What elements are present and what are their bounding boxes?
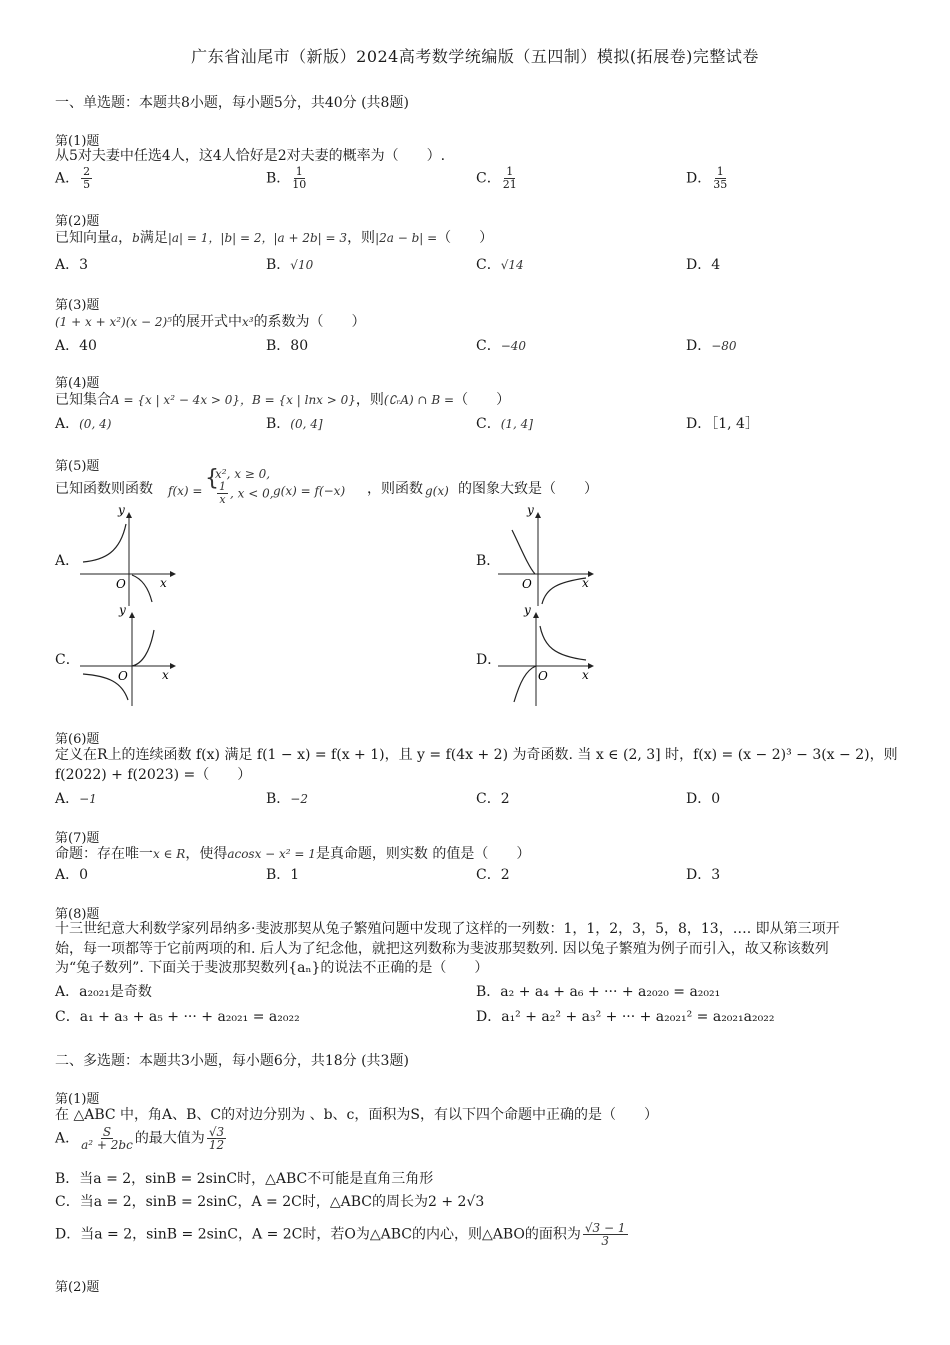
q5-option-c-label[interactable]: C． [55,652,80,668]
question-8-stem-line-3: 为“兔子数列”. 下面关于斐波那契数列{aₙ}的说法不正确的是（ ） [55,960,489,976]
q5-a-origin-label: O [116,577,126,591]
q1-option-b-fraction: $\frac{1}{10}$ [292,165,307,191]
section-multiple-choice-heading: 二、多选题：本题共3小题，每小题6分，共18分 (共3题) [55,1053,409,1069]
q4-option-d[interactable]: D．［1, 4］ [686,416,759,432]
q1-option-b[interactable]: B． $\frac{1}{10}$ [266,165,307,191]
q8-option-a[interactable]: A．a₂₀₂₁是奇数 [55,984,152,1000]
q5-option-a-graph[interactable] [80,503,180,611]
q4-option-c[interactable]: C．(1, 4] [476,416,533,432]
q5-graph-d-svg [498,603,598,707]
q1-option-c[interactable]: C． $\frac{1}{21}$ [476,165,517,191]
q5-option-d-label[interactable]: D． [476,652,502,668]
question-6-number: 第(6)题 [55,732,100,747]
q8-option-c[interactable]: C．a₁ + a₃ + a₅ + ··· + a₂₀₂₁ = a₂₀₂₂ [55,1009,300,1025]
q5-d-left-curve [514,666,536,702]
q7-option-a[interactable]: A．0 [55,867,89,883]
q5-a-x-label: x [160,576,167,590]
question-3-stem: (1 + x + x²)(x − 2)⁵的展开式中x³的系数为（ ） [55,314,366,330]
question-8-stem-line-1: 十三世纪意大利数学家列昂纳多·斐波那契从兔子繁殖问题中发现了这样的一列数：1，1，2，3，5，8，13，…. 即从第三项开 [55,921,840,937]
question-4-stem: 已知集合A = {x | x² − 4x > 0}，B = {x | lnx > 0}，则(∁ᵣA) ∩ B =（ ） [55,392,511,408]
q1-option-a[interactable]: A． $\frac{2}{5}$ [55,165,91,191]
exam-title: 广东省汕尾市（新版）2024高考数学统编版（五四制）模拟(拓展卷)完整试卷 [191,47,759,66]
q5-b-left-curve [512,530,535,574]
m1-option-c[interactable]: C．当a = 2，sinB = 2sinC，A = 2C时，△ABC的周长为2 + 2√3 [55,1194,485,1210]
q5-d-origin-label: O [538,669,548,683]
q1-option-d-fraction: $\frac{1}{35}$ [713,165,728,191]
q4-option-a[interactable]: A．(0, 4) [55,416,112,432]
question-8-stem-line-2: 始，每一项都等于它前两项的和. 后人为了纪念他，就把这列数称为斐波那契数列. 因以兔子繁殖为例子而引入，故又称该数列 [55,941,829,957]
multi-question-2-number: 第(2)题 [55,1280,100,1295]
question-6-stem-line-2: f(2022) + f(2023) =（ ） [55,767,252,783]
question-8-number: 第(8)题 [55,907,100,922]
q3-option-c[interactable]: C．−40 [476,338,527,354]
q5-a-right-curve [132,575,152,602]
question-6-stem-line-1: 定义在R上的连续函数 f(x) 满足 f(1 − x) = f(x + 1)，且 y = f(4x + 2) 为奇函数. 当 x ∈ (2, 3] 时，f(x) = (x − 2)³ − 3(x − 2)，则 [55,747,898,763]
q1-option-d[interactable]: D． $\frac{1}{35}$ [686,165,728,191]
m1-option-b[interactable]: B．当a = 2，sinB = 2sinC时，△ABC不可能是直角三角形 [55,1171,434,1187]
q5-graph-a-svg [80,503,180,607]
q5-d-y-label: y [524,603,531,617]
q8-option-d[interactable]: D．a₁² + a₂² + a₃² + ··· + a₂₀₂₁² = a₂₀₂₁a₂₀₂₂ [476,1009,775,1025]
q2-option-d[interactable]: D．4 [686,257,721,273]
q5-c-right-curve [132,630,154,666]
q7-option-d[interactable]: D．3 [686,867,721,883]
q6-option-a[interactable]: A．−1 [55,791,97,807]
multi-question-1-stem: 在 △ABC 中，角A、B、C的对边分别为 、b、c，面积为S，有以下四个命题中正确的是（ ） [55,1107,658,1123]
question-3-number: 第(3)题 [55,298,100,313]
question-5-stem: 已知函数则函数 f(x) = { x², x ≥ 0, $\frac{1}{x}$ , x < 0, g(x) = f(−x) ，则函数 g(x) 的图象大致是（ ） [55,466,598,506]
q2-option-c[interactable]: C．√14 [476,257,524,273]
q7-option-b[interactable]: B．1 [266,867,300,883]
q5-option-a-label[interactable]: A． [55,553,80,569]
multi-question-1-number: 第(1)题 [55,1092,100,1107]
q5-option-c-graph[interactable] [80,603,180,711]
q5-graph-b-svg [498,503,598,607]
q6-option-c[interactable]: C．2 [476,791,510,807]
q5-option-d-graph[interactable] [498,603,598,711]
q5-c-origin-label: O [118,669,128,683]
question-1-stem: 从5对夫妻中任选4人，这4人恰好是2对夫妻的概率为（ ）. [55,148,446,164]
q5-c-x-label: x [162,668,169,682]
q1-option-c-fraction: $\frac{1}{21}$ [502,165,517,191]
q5-b-right-curve [542,578,586,604]
question-4-number: 第(4)题 [55,376,100,391]
question-7-number: 第(7)题 [55,831,100,846]
q3-option-a[interactable]: A．40 [55,338,97,354]
q8-option-b[interactable]: B．a₂ + a₄ + a₆ + ··· + a₂₀₂₀ = a₂₀₂₁ [476,984,721,1000]
q6-option-d[interactable]: D．0 [686,791,721,807]
question-5-number: 第(5)题 [55,459,100,474]
q5-graph-c-svg [80,603,180,707]
q3-option-b[interactable]: B．80 [266,338,309,354]
question-1-number: 第(1)题 [55,134,100,149]
section-single-choice-heading: 一、单选题：本题共8小题，每小题5分，共40分 (共8题) [55,95,409,111]
question-2-stem: 已知向量a，b满足|a| = 1，|b| = 2，|a + 2b| = 3，则|2a − b| =（ ） [55,230,494,246]
q5-b-origin-label: O [522,577,532,591]
q5-option-b-graph[interactable] [498,503,598,611]
q5-d-x-label: x [582,668,589,682]
piecewise-second-case: $\frac{1}{x}$ , x < 0, [219,480,274,506]
q5-option-b-label[interactable]: B． [476,553,501,569]
q6-option-b[interactable]: B．−2 [266,791,308,807]
question-7-stem: 命题：存在唯一x ∈ R，使得acosx − x² = 1是真命题，则实数 的值是（ ） [55,846,531,862]
q5-a-left-curve [83,524,126,562]
q5-b-y-label: y [527,503,534,517]
m1-option-a[interactable]: A． $\frac{S}{\text{a² + 2bc}}$ 的最大值为 $\frac{√3}{12}$ [55,1125,225,1152]
m1-option-d[interactable]: D．当a = 2，sinB = 2sinC，A = 2C时，若O为△ABC的内心，则△ABO的面积为 $\frac{√3 - 1}{3}$ [55,1221,626,1248]
q2-option-b[interactable]: B．√10 [266,257,314,273]
q4-option-b[interactable]: B．(0, 4] [266,416,323,432]
q5-c-y-label: y [119,603,126,617]
q3-option-d[interactable]: D．−80 [686,338,737,354]
question-2-number: 第(2)题 [55,214,100,229]
q5-b-x-label: x [582,576,589,590]
q5-d-right-curve [540,626,586,660]
q7-option-c[interactable]: C．2 [476,867,510,883]
q1-option-a-fraction: $\frac{2}{5}$ [83,165,91,191]
piecewise-brace: { [205,466,219,491]
q5-a-y-label: y [118,503,125,517]
q2-option-a[interactable]: A．3 [55,257,89,273]
